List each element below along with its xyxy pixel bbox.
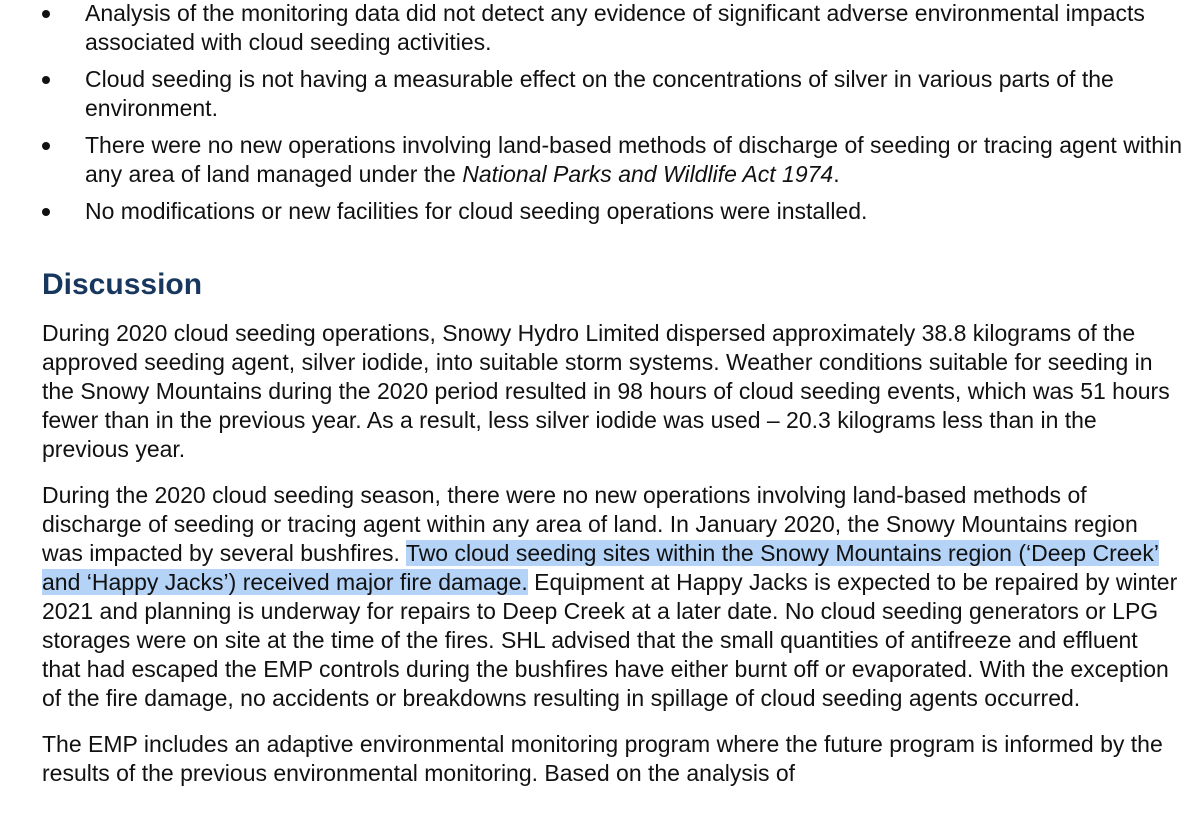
list-item-text: Analysis of the monitoring data did not detect any evidence of significant adverse environmental impacts associated with cloud seeding activities. <box>85 0 1145 55</box>
list-item-text: There were no new operations involving land-based methods of discharge of seeding or tracing agent within any area of land managed under the <box>85 132 1182 187</box>
list-item <box>42 197 1182 226</box>
list-item-text: No modifications or new facilities for cloud seeding operations were installed. <box>85 198 868 224</box>
list-item-text: Cloud seeding is not having a measurable effect on the concentrations of silver in various parts of the environment. <box>85 66 1114 121</box>
paragraph-seeding-quantities: During 2020 cloud seeding operations, Snowy Hydro Limited dispersed approximately 38.8 kilograms of the approved seeding agent, silver iodide, into suitable storm systems. Weather conditions suitable for seeding in the Snowy Mountains during the 2020 period resulted in 98 hours of cloud seeding events, which was 51 hours fewer than in the previous year. As a result, less silver iodide was used – 20.3 kilograms less than in the previous year. <box>42 320 1170 462</box>
bullet-icon <box>42 142 50 150</box>
list-item <box>42 65 1182 123</box>
paragraph-bushfires <box>42 481 1182 713</box>
paragraph-text: Equipment at Happy Jacks is expected to be repaired by winter 2021 and planning is underway for repairs to Deep Creek at a later date. No cloud seeding generators or LPG storages were on site at the time of the fires. SHL advised that the small quantities of antifreeze and effluent that had escaped the EMP controls during the bushfires have either burnt off or evaporated. With the exception of the fire damage, no accidents or breakdowns resulting in spillage of cloud seeding agents occurred. <box>42 569 1178 711</box>
bullet-icon <box>42 10 50 18</box>
list-item-end: . <box>833 161 840 187</box>
list-item <box>42 0 1182 57</box>
text-selection-highlight[interactable]: Two cloud seeding sites within the Snowy Mountains region (‘Deep Creek’ and ‘Happy Jacks’) received major fire damage. <box>42 540 1159 595</box>
act-title: National Parks and Wildlife Act 1974 <box>462 161 834 187</box>
bullet-icon <box>42 76 50 84</box>
paragraph-text: During the 2020 cloud seeding season, there were no new operations involving land-based methods of discharge of seeding or tracing agent within any area of land. In January 2020, the Snowy Mountains region was impacted by several bushfires. <box>42 482 1138 566</box>
bullet-icon <box>42 208 50 216</box>
paragraph-monitoring-program: The EMP includes an adaptive environmental monitoring program where the future program is informed by the results of the previous environmental monitoring. Based on the analysis of <box>42 731 1163 786</box>
list-item <box>42 131 1182 189</box>
document-page <box>42 0 1182 788</box>
section-heading: Discussion <box>42 268 203 301</box>
findings-list <box>42 0 1182 226</box>
